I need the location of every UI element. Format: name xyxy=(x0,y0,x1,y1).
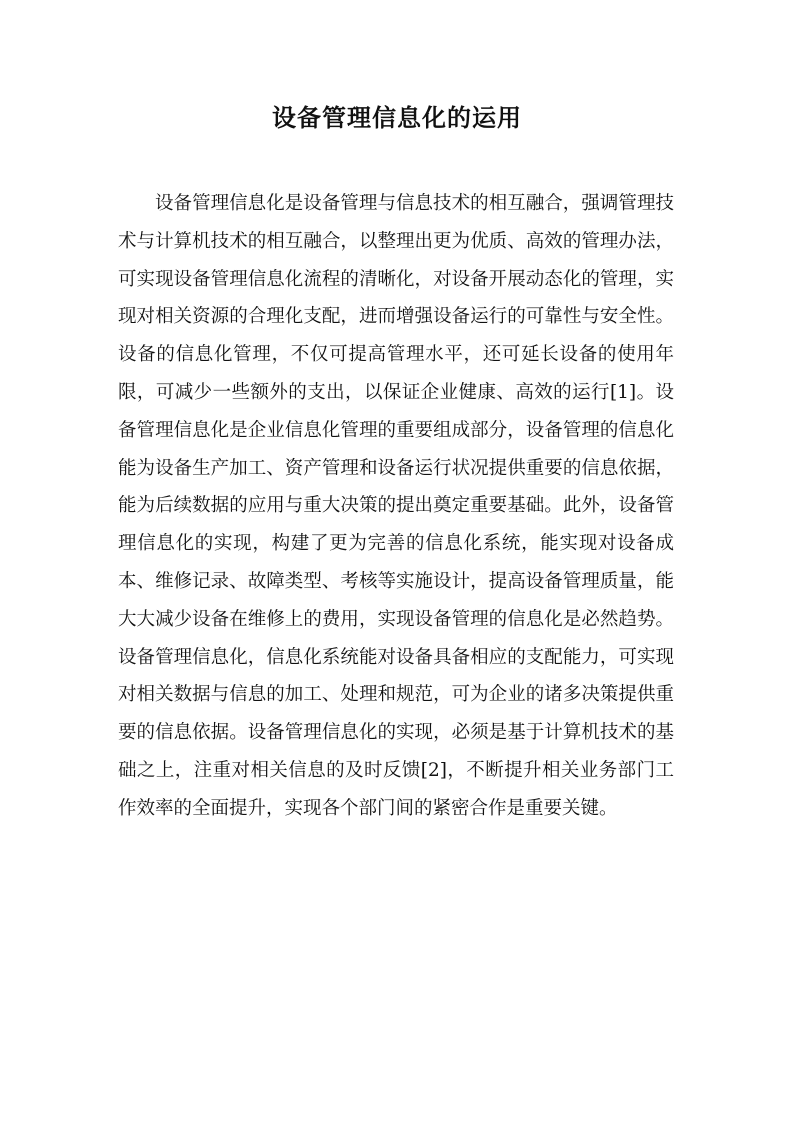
document-title: 设备管理信息化的运用 xyxy=(272,104,522,132)
body-paragraph: 设备管理信息化是设备管理与信息技术的相互融合，强调管理技术与计算机技术的相互融合，以整理出更为优质、高效的管理办法，可实现设备管理信息化流程的清晰化，对设备开展动态化的管理，实现对相关资源的合理化支配，进而增强设备运行的可靠性与安全性。设备的信息化管理，不仅可提高管理水平，还可延长设备的使用年限，可减少一些额外的支出，以保证企业健康、高效的运行[1]。设备管理信息化是企业信息化管理的重要组成部分，设备管理的信息化能为设备生产加工、资产管理和设备运行状况提供重要的信息依据，能为后续数据的应用与重大决策的提出奠定重要基础。此外，设备管理信息化的实现，构建了更为完善的信息化系统，能实现对设备成本、维修记录、故障类型、考核等实施设计，提高设备管理质量，能大大减少设备在维修上的费用，实现设备管理的信息化是必然趋势。设备管理信息化，信息化系统能对设备具备相应的支配能力，可实现对相关数据与信息的加工、处理和规范，可为企业的诸多决策提供重要的信息依据。设备管理信息化的实现，必须是基于计算机技术的基础之上，注重对相关信息的及时反馈[2]，不断提升相关业务部门工作效率的全面提升，实现各个部门间的紧密合作是重要关键。 xyxy=(118,193,674,819)
